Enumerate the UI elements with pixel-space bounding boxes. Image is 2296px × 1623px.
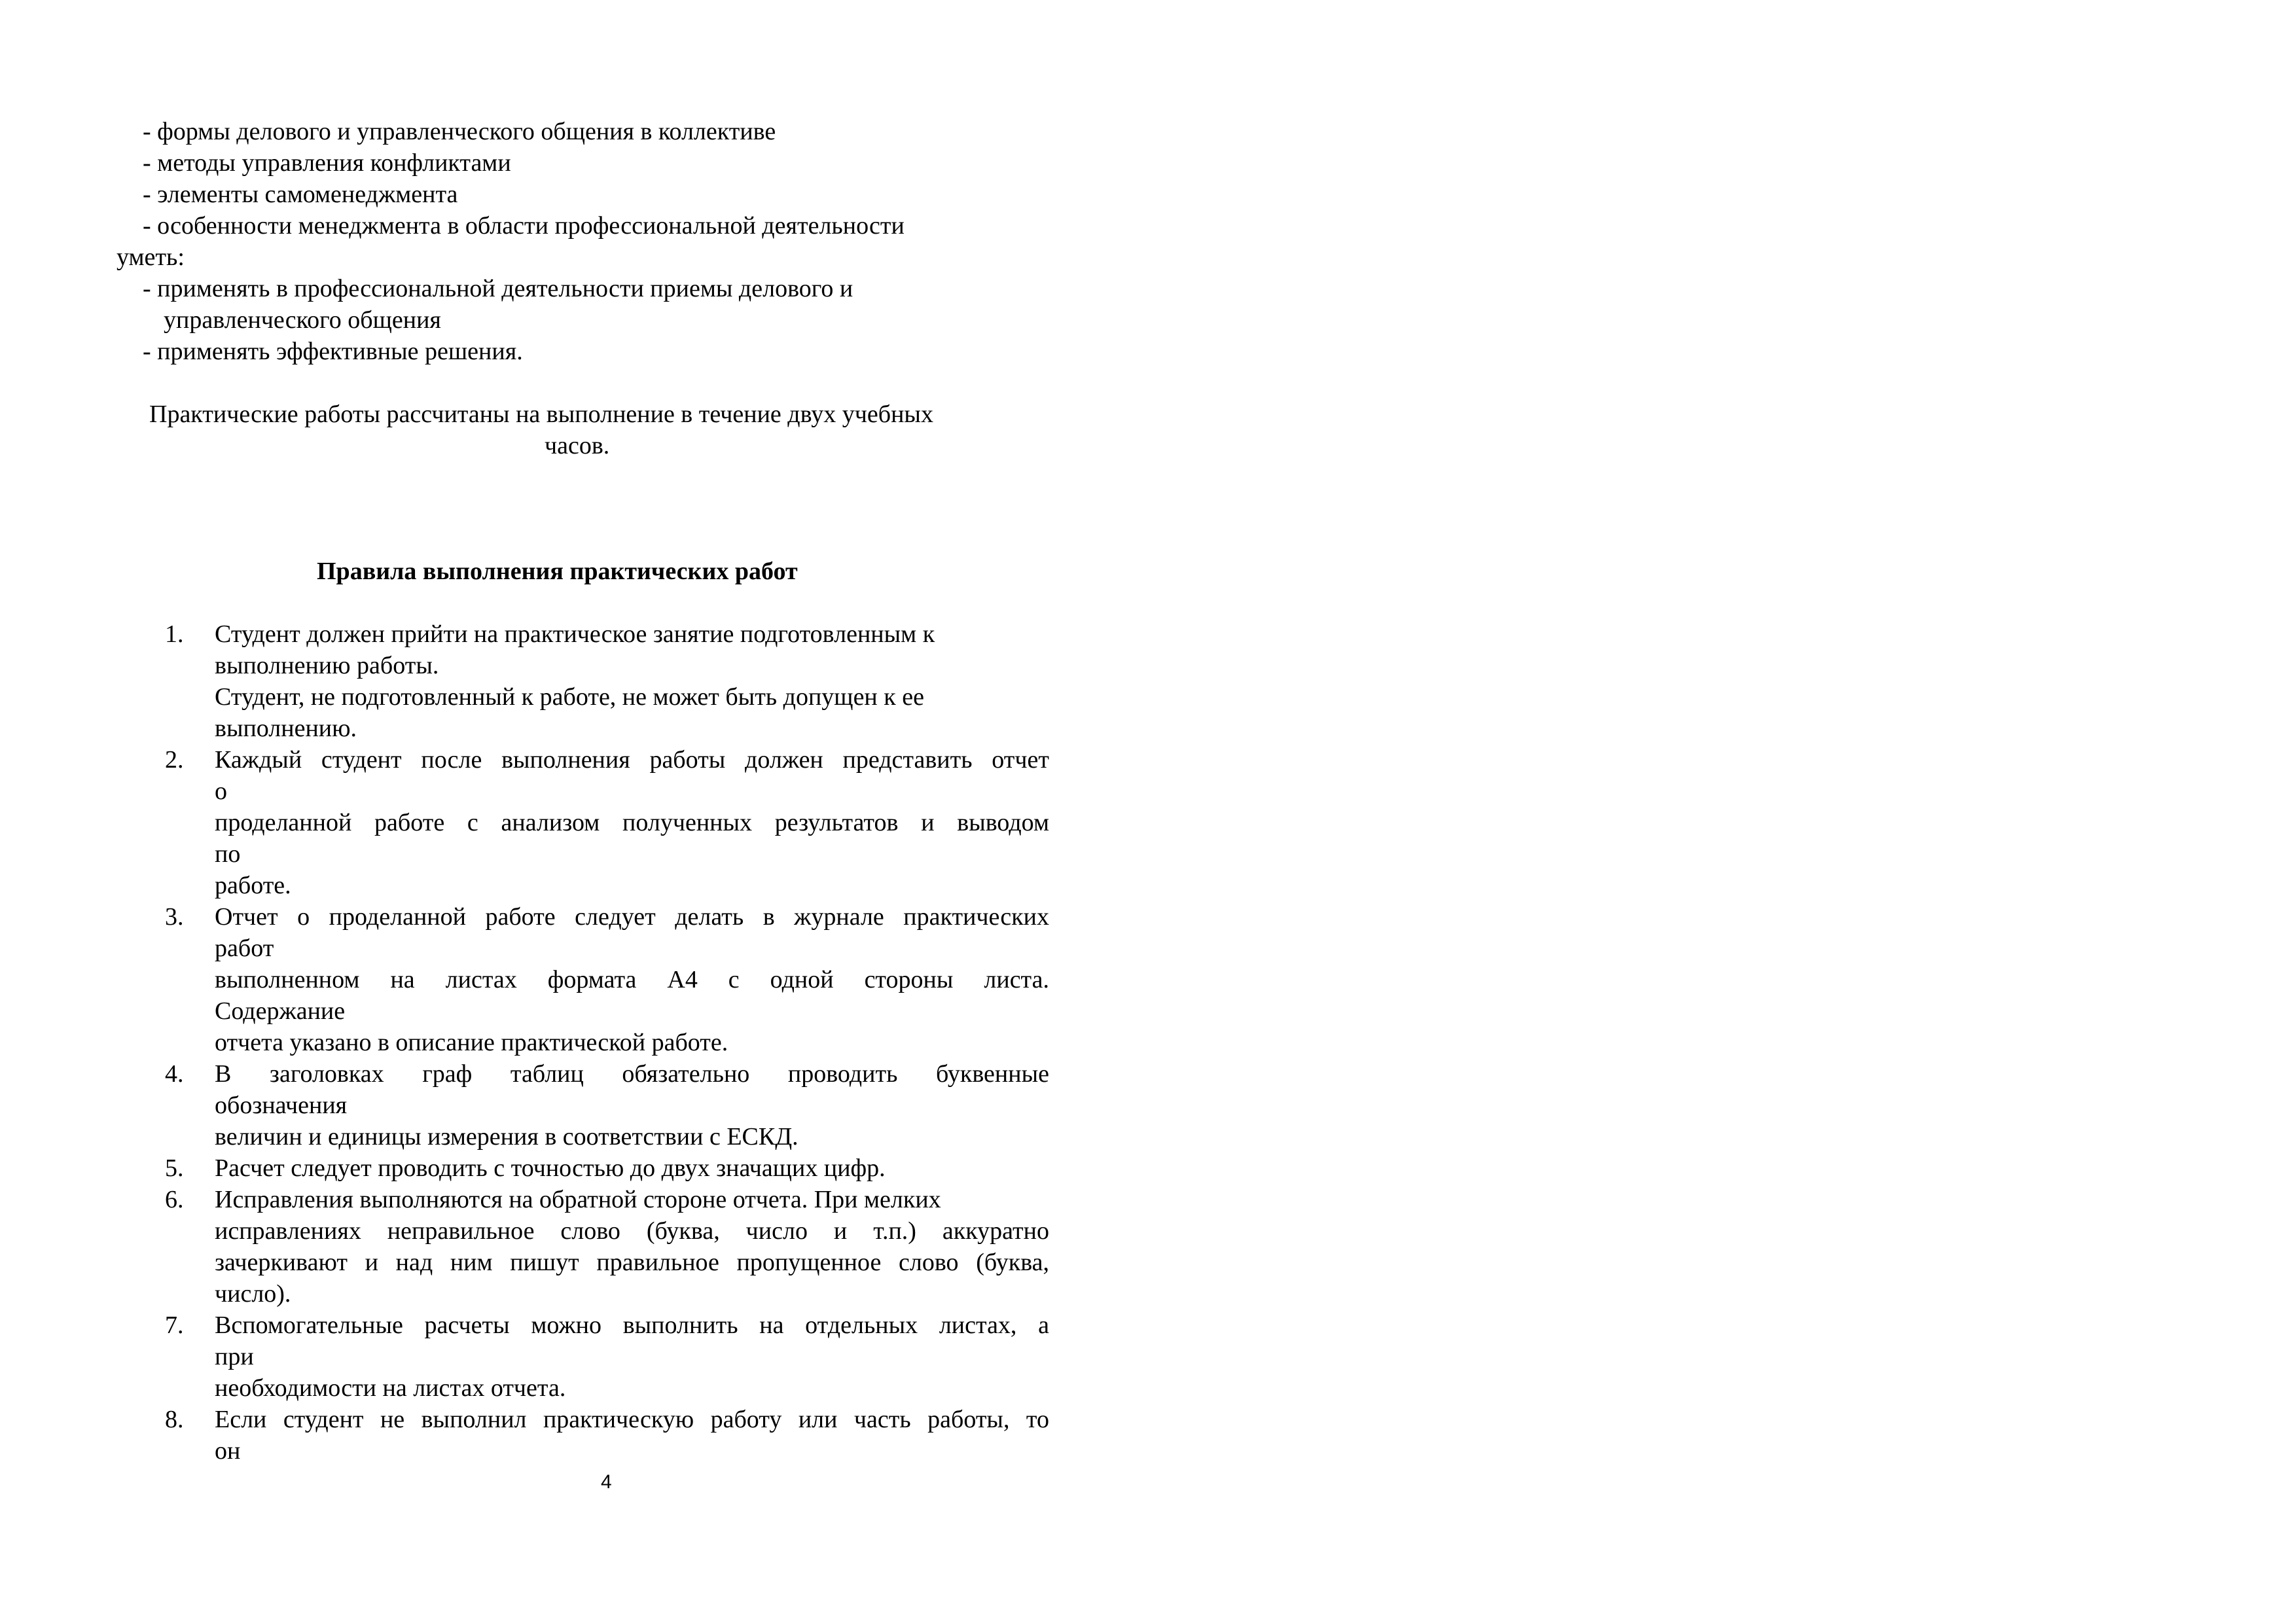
rule-text-line: проделанной работе с анализом полученных результатов и выводом	[215, 809, 1049, 836]
rule-number: 8.	[165, 1406, 184, 1433]
duration-note-line2: часов.	[545, 432, 610, 459]
rule-text-line: выполнению.	[215, 715, 357, 742]
rule-number: 2.	[165, 746, 184, 774]
rule-text-line: отчета указано в описание практической работе.	[215, 1029, 728, 1056]
know-item: - формы делового и управленческого общения в коллективе	[143, 118, 776, 145]
rule-text-line: В заголовках граф таблиц обязательно проводить буквенные	[215, 1060, 1049, 1088]
duration-note-line1: Практические работы рассчитаны на выполнение в течение двух учебных	[149, 401, 933, 428]
rule-text-line: при	[215, 1343, 254, 1370]
rule-text-line: Студент должен прийти на практическое занятие подготовленным к	[215, 620, 935, 648]
can-item: - применять в профессиональной деятельности приемы делового и	[143, 275, 853, 302]
rule-text-line: Исправления выполняются на обратной стороне отчета. При мелких	[215, 1186, 941, 1213]
rule-text-line: он	[215, 1437, 241, 1465]
can-item: - применять эффективные решения.	[143, 338, 523, 365]
rule-text-line: работ	[215, 935, 274, 962]
rule-number: 6.	[165, 1186, 184, 1213]
rule-text-line: исправлениях неправильное слово (буква, число и т.п.) аккуратно	[215, 1217, 1049, 1245]
can-label: уметь:	[117, 243, 185, 271]
rule-text-line: обозначения	[215, 1092, 348, 1119]
rule-text-line: число).	[215, 1280, 291, 1308]
know-item: - элементы самоменеджмента	[143, 181, 458, 208]
know-item: - методы управления конфликтами	[143, 149, 511, 177]
rule-text-line: о	[215, 777, 227, 805]
rule-number: 7.	[165, 1311, 184, 1339]
page-number: 4	[601, 1471, 612, 1493]
rule-text-line: Содержание	[215, 997, 346, 1025]
rule-text-line: необходимости на листах отчета.	[215, 1374, 566, 1402]
rule-text-line: выполнению работы.	[215, 652, 439, 679]
rule-number: 3.	[165, 903, 184, 931]
rule-text-line: Если студент не выполнил практическую работу или часть работы, то	[215, 1406, 1049, 1433]
rule-text-line: величин и единицы измерения в соответствии с ЕСКД.	[215, 1123, 798, 1150]
rule-text-line: выполненном на листах формата А4 с одной стороны листа.	[215, 966, 1049, 993]
can-item-continuation: управленческого общения	[164, 306, 441, 334]
rule-text-line: Каждый студент после выполнения работы должен представить отчет	[215, 746, 1049, 774]
rule-text-line: работе.	[215, 872, 291, 899]
rule-text-line: Отчет о проделанной работе следует делать в журнале практических	[215, 903, 1049, 931]
rules-title: Правила выполнения практических работ	[317, 558, 798, 585]
rule-text-line: Расчет следует проводить с точностью до двух значащих цифр.	[215, 1154, 886, 1182]
rule-text-line: Вспомогательные расчеты можно выполнить на отдельных листах, а	[215, 1311, 1049, 1339]
know-item: - особенности менеджмента в области профессиональной деятельности	[143, 212, 905, 240]
rule-text-line: Студент, не подготовленный к работе, не может быть допущен к ее	[215, 683, 924, 711]
rule-text-line: по	[215, 840, 241, 868]
rule-number: 1.	[165, 620, 184, 648]
rule-number: 4.	[165, 1060, 184, 1088]
rule-text-line: зачеркивают и над ним пишут правильное пропущенное слово (буква,	[215, 1249, 1049, 1276]
rule-number: 5.	[165, 1154, 184, 1182]
